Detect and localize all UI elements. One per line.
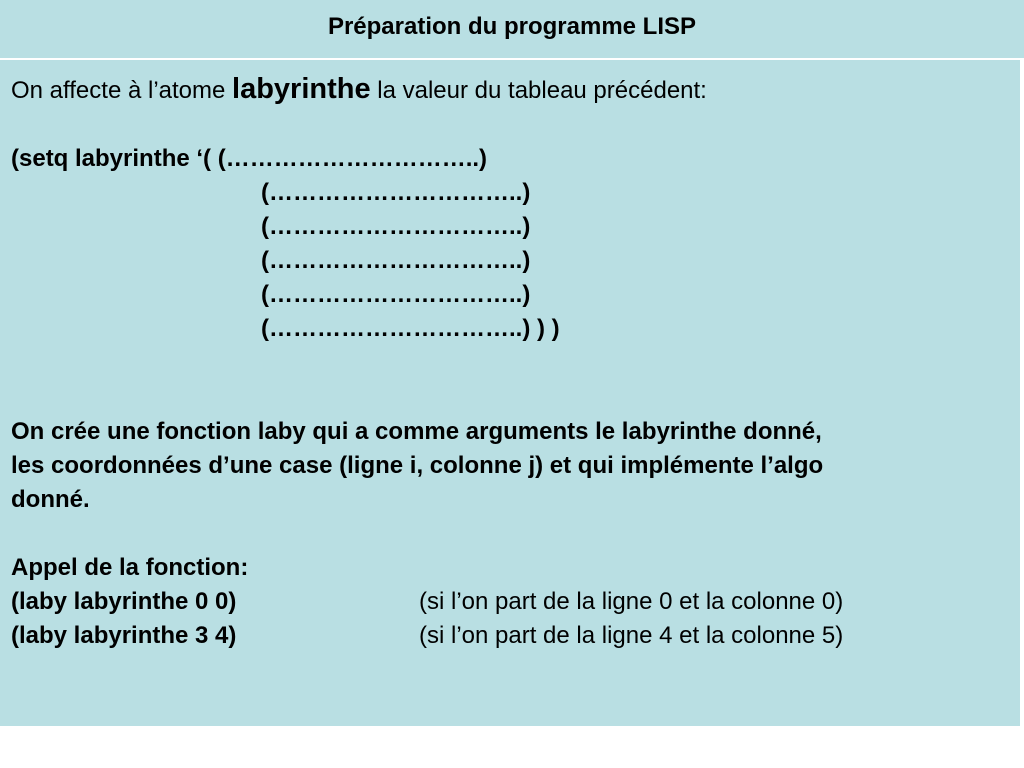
call-line [11, 588, 1011, 616]
call-heading: Appel de la fonction: [11, 554, 249, 581]
call-line [11, 622, 1011, 650]
setq-row: (…………………………..) ) ) [261, 315, 560, 342]
intro-after: la valeur du tableau précédent: [370, 77, 707, 104]
description-line: donné. [11, 486, 90, 513]
setq-row: (…………………………..) [261, 247, 531, 274]
title-bar [0, 0, 1024, 58]
setq-head: (setq labyrinthe ‘( (…………………………..) [11, 145, 488, 172]
setq-row: (…………………………..) [261, 179, 531, 206]
intro-atom-name: labyrinthe [232, 73, 371, 105]
description-line: les coordonnées d’une case (ligne i, colonne j) et qui implémente l’algo [11, 452, 824, 479]
call-code: (laby labyrinthe 3 4) [11, 622, 237, 649]
description-line: On crée une fonction laby qui a comme arguments le labyrinthe donné, [11, 418, 822, 445]
call-comment: (si l’on part de la ligne 0 et la colonne 0) [419, 588, 844, 615]
setq-row: (…………………………..) [261, 213, 531, 240]
content-panel [0, 60, 1022, 726]
intro-line [11, 75, 707, 105]
call-comment: (si l’on part de la ligne 4 et la colonne 5) [419, 622, 844, 649]
slide-title: Préparation du programme LISP [327, 13, 697, 40]
setq-row: (…………………………..) [261, 281, 531, 308]
call-code: (laby labyrinthe 0 0) [11, 588, 237, 615]
intro-before: On affecte à l’atome [11, 77, 233, 104]
